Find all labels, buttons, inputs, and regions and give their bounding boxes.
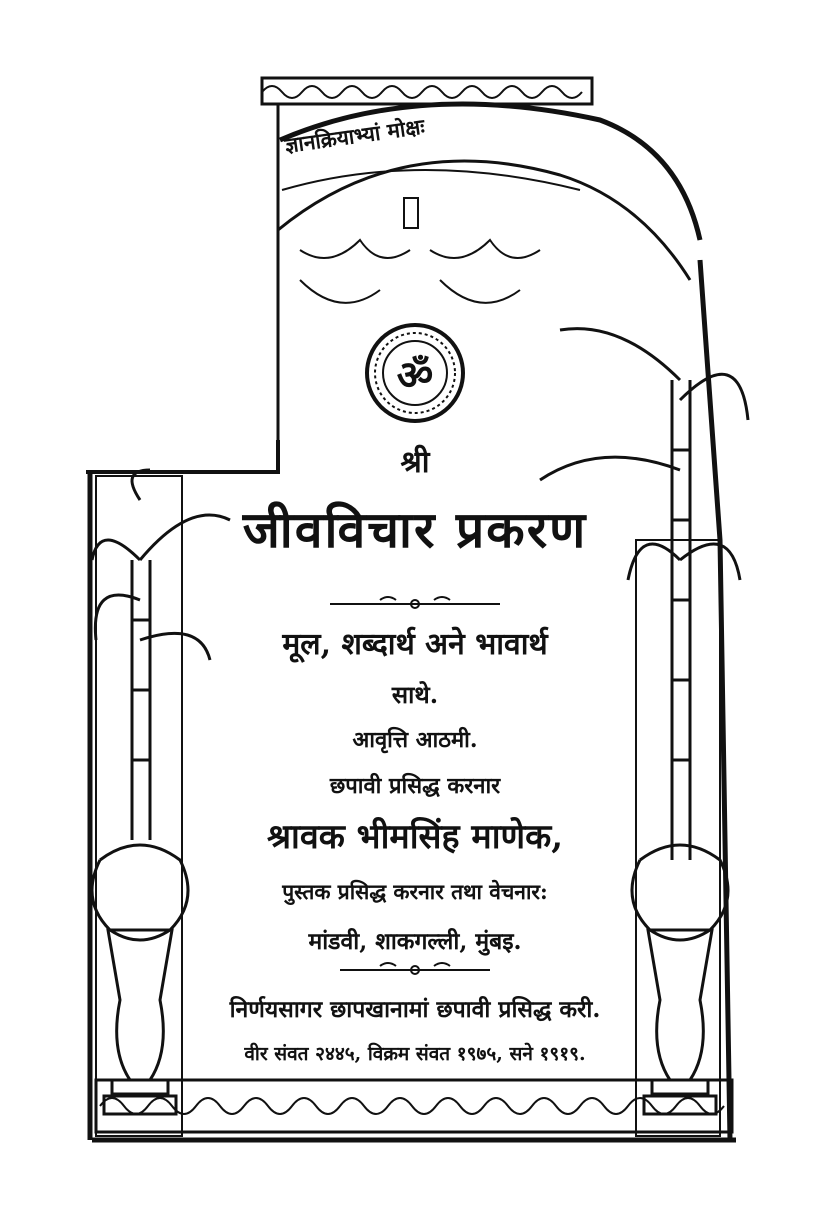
motto-text: ज्ञानक्रियाभ्यां मोक्षः — [283, 113, 427, 158]
right-urn — [632, 845, 728, 1114]
divider-ornament-upper — [330, 597, 500, 608]
press-line: निर्णयसागर छापखानामां छपावी प्रसिद्ध करी. — [229, 996, 601, 1023]
publisher-label: छपावी प्रसिद्ध करनार — [329, 773, 501, 799]
edition-text: आवृत्ति आठमी. — [352, 727, 478, 753]
om-symbol: ॐ — [396, 351, 434, 399]
top-arch — [278, 104, 700, 440]
publisher-name: श्रावक भीमसिंह माणेक, — [266, 817, 564, 857]
book-title: जीवविचार प्रकरण — [242, 500, 588, 559]
top-ornament-band — [262, 78, 592, 104]
publisher-address: मांडवी, शाकगल्ली, मुंबइ. — [308, 928, 522, 955]
shri-heading: श्री — [400, 445, 430, 480]
sathe-text: साथे. — [391, 680, 439, 709]
book-subtitle: मूल, शब्दार्थ अने भावार्थ — [282, 627, 548, 662]
divider-ornament-lower — [340, 963, 490, 974]
bottom-ornament-band — [92, 1080, 736, 1140]
date-line: वीर संवत २४४५, विक्रम संवत १९७५, सने १९१९. — [244, 1043, 586, 1065]
right-frame — [636, 260, 730, 1140]
seller-line: पुस्तक प्रसिद्ध करनार तथा वेचनार: — [282, 879, 548, 904]
left-urn — [92, 845, 188, 1114]
